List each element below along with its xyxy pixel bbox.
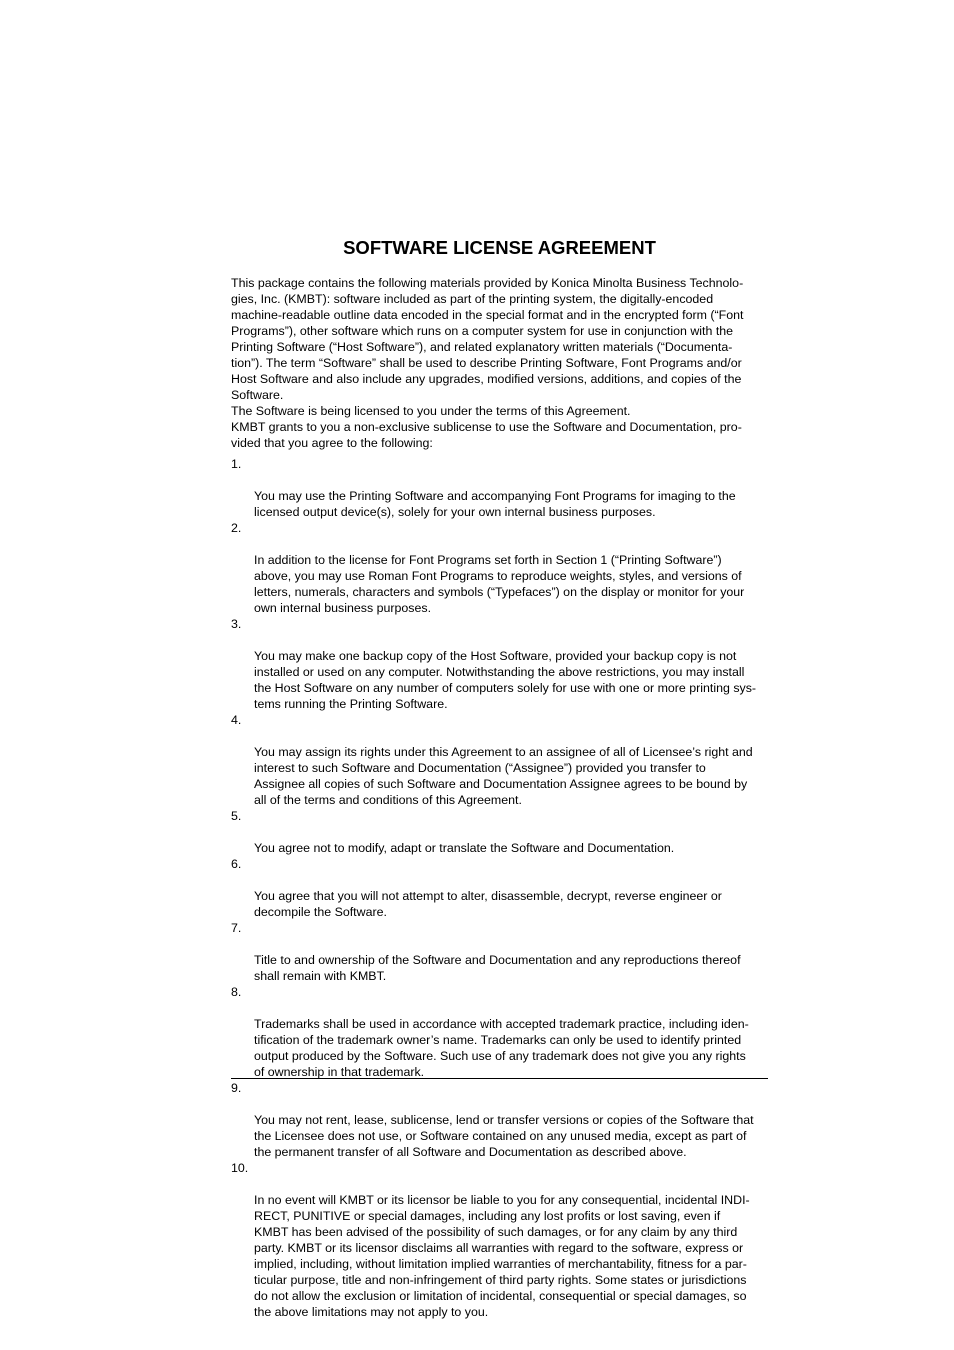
list-item-text: You may make one backup copy of the Host Software, provided your backup copy is not installed or used on any computer. Notwithstanding the above restrictions, you may install the Host Software on any number of computers solely for use with one or more printing sys- tems running the Printing Software. [254, 649, 757, 711]
list-item [231, 616, 768, 712]
intro-paragraph: This package contains the following materials provided by Konica Minolta Business Technolo- gies, Inc. (KMBT): software included as part of the printing system, the digitally-encoded machine-readable outline data encoded in the special format and in the encrypted form (“Font Programs”), other software which runs on a computer system for use in conjunction with the Printing Software (“Host Software”), and related explanatory written materials (“Documenta- tion”). The term “Software” shall be used to describe Printing Software, Font Programs and/or Host Software and also include any upgrades, modified versions, additions, and copies of the Software. [231, 276, 744, 402]
list-item-text: You may not rent, lease, sublicense, lend or transfer versions or copies of the Software that the Licensee does not use, or Software contained on any unused media, except as part of the permanent transfer of all Software and Documentation as described above. [254, 1113, 754, 1159]
list-item-text: In addition to the license for Font Programs set forth in Section 1 (“Printing Software”) above, you may use Roman Font Programs to reproduce weights, styles, and versions of letters, numerals, characters and symbols (“Typefaces”) on the display or monitor for your own internal business purposes. [254, 553, 745, 615]
list-item-number: 7. [231, 921, 242, 935]
license-document [231, 236, 768, 1320]
list-item-number: 1. [231, 457, 242, 471]
list-item-text: You may assign its rights under this Agreement to an assignee of all of Licensee’s right and interest to such Software and Documentation (“Assignee”) provided you transfer to Assignee all copies of such Software and Documentation Assignee agrees to be bound by all of the terms and conditions of this Agreement. [254, 745, 753, 807]
list-item-number: 9. [231, 1081, 242, 1095]
list-item [231, 456, 768, 520]
list-item-text: In no event will KMBT or its licensor be liable to you for any consequential, incidental INDI- RECT, PUNITIVE or special damages, including any lost profits or lost saving, even if KMBT has been advised of the possibility of such damages, or for any claim by any third party. KMBT or its licensor disclaims all warranties with regard to the software, express or implied, including, without limitation implied warranties of merchantability, fitness for a par- ticular purpose, title and non-infringement of third party rights. Some states or jurisdictions do not allow the exclusion or limitation of incidental, consequential or special damages, so the above limitations may not apply to you. [254, 1193, 750, 1319]
list-item-text: Title to and ownership of the Software and Documentation and any reproductions thereof shall remain with KMBT. [254, 953, 741, 983]
list-item [231, 920, 768, 984]
list-item-number: 8. [231, 985, 242, 999]
list-item-text: You agree that you will not attempt to alter, disassemble, decrypt, reverse engineer or decompile the Software. [254, 889, 722, 919]
list-item [231, 712, 768, 808]
list-item [231, 520, 768, 616]
list-item-number: 6. [231, 857, 242, 871]
list-item-number: 10. [231, 1161, 249, 1175]
footer-divider [231, 1078, 768, 1079]
list-item [231, 1160, 768, 1320]
list-item [231, 984, 768, 1080]
list-item-number: 2. [231, 521, 242, 535]
licensed-line: The Software is being licensed to you under the terms of this Agreement. [231, 404, 631, 418]
list-item-number: 4. [231, 713, 242, 727]
grant-line: KMBT grants to you a non-exclusive sublicense to use the Software and Documentation, pro- vided that you agree to the following: [231, 420, 742, 450]
list-item [231, 856, 768, 920]
list-item-number: 3. [231, 617, 242, 631]
document-title: SOFTWARE LICENSE AGREEMENT [343, 237, 656, 258]
terms-list [231, 456, 768, 1320]
list-item-text: You may use the Printing Software and accompanying Font Programs for imaging to the licensed output device(s), solely for your own internal business purposes. [254, 489, 736, 519]
list-item-number: 5. [231, 809, 242, 823]
list-item-text: Trademarks shall be used in accordance with accepted trademark practice, including iden- tification of the trademark owner’s name. Trademarks can only be used to identify printed output produced by the Software. Such use of any trademark does not give you any rights of ownership in that trademark. [254, 1017, 749, 1079]
list-item [231, 808, 768, 856]
list-item [231, 1080, 768, 1160]
list-item-text: You agree not to modify, adapt or translate the Software and Documentation. [254, 841, 675, 855]
